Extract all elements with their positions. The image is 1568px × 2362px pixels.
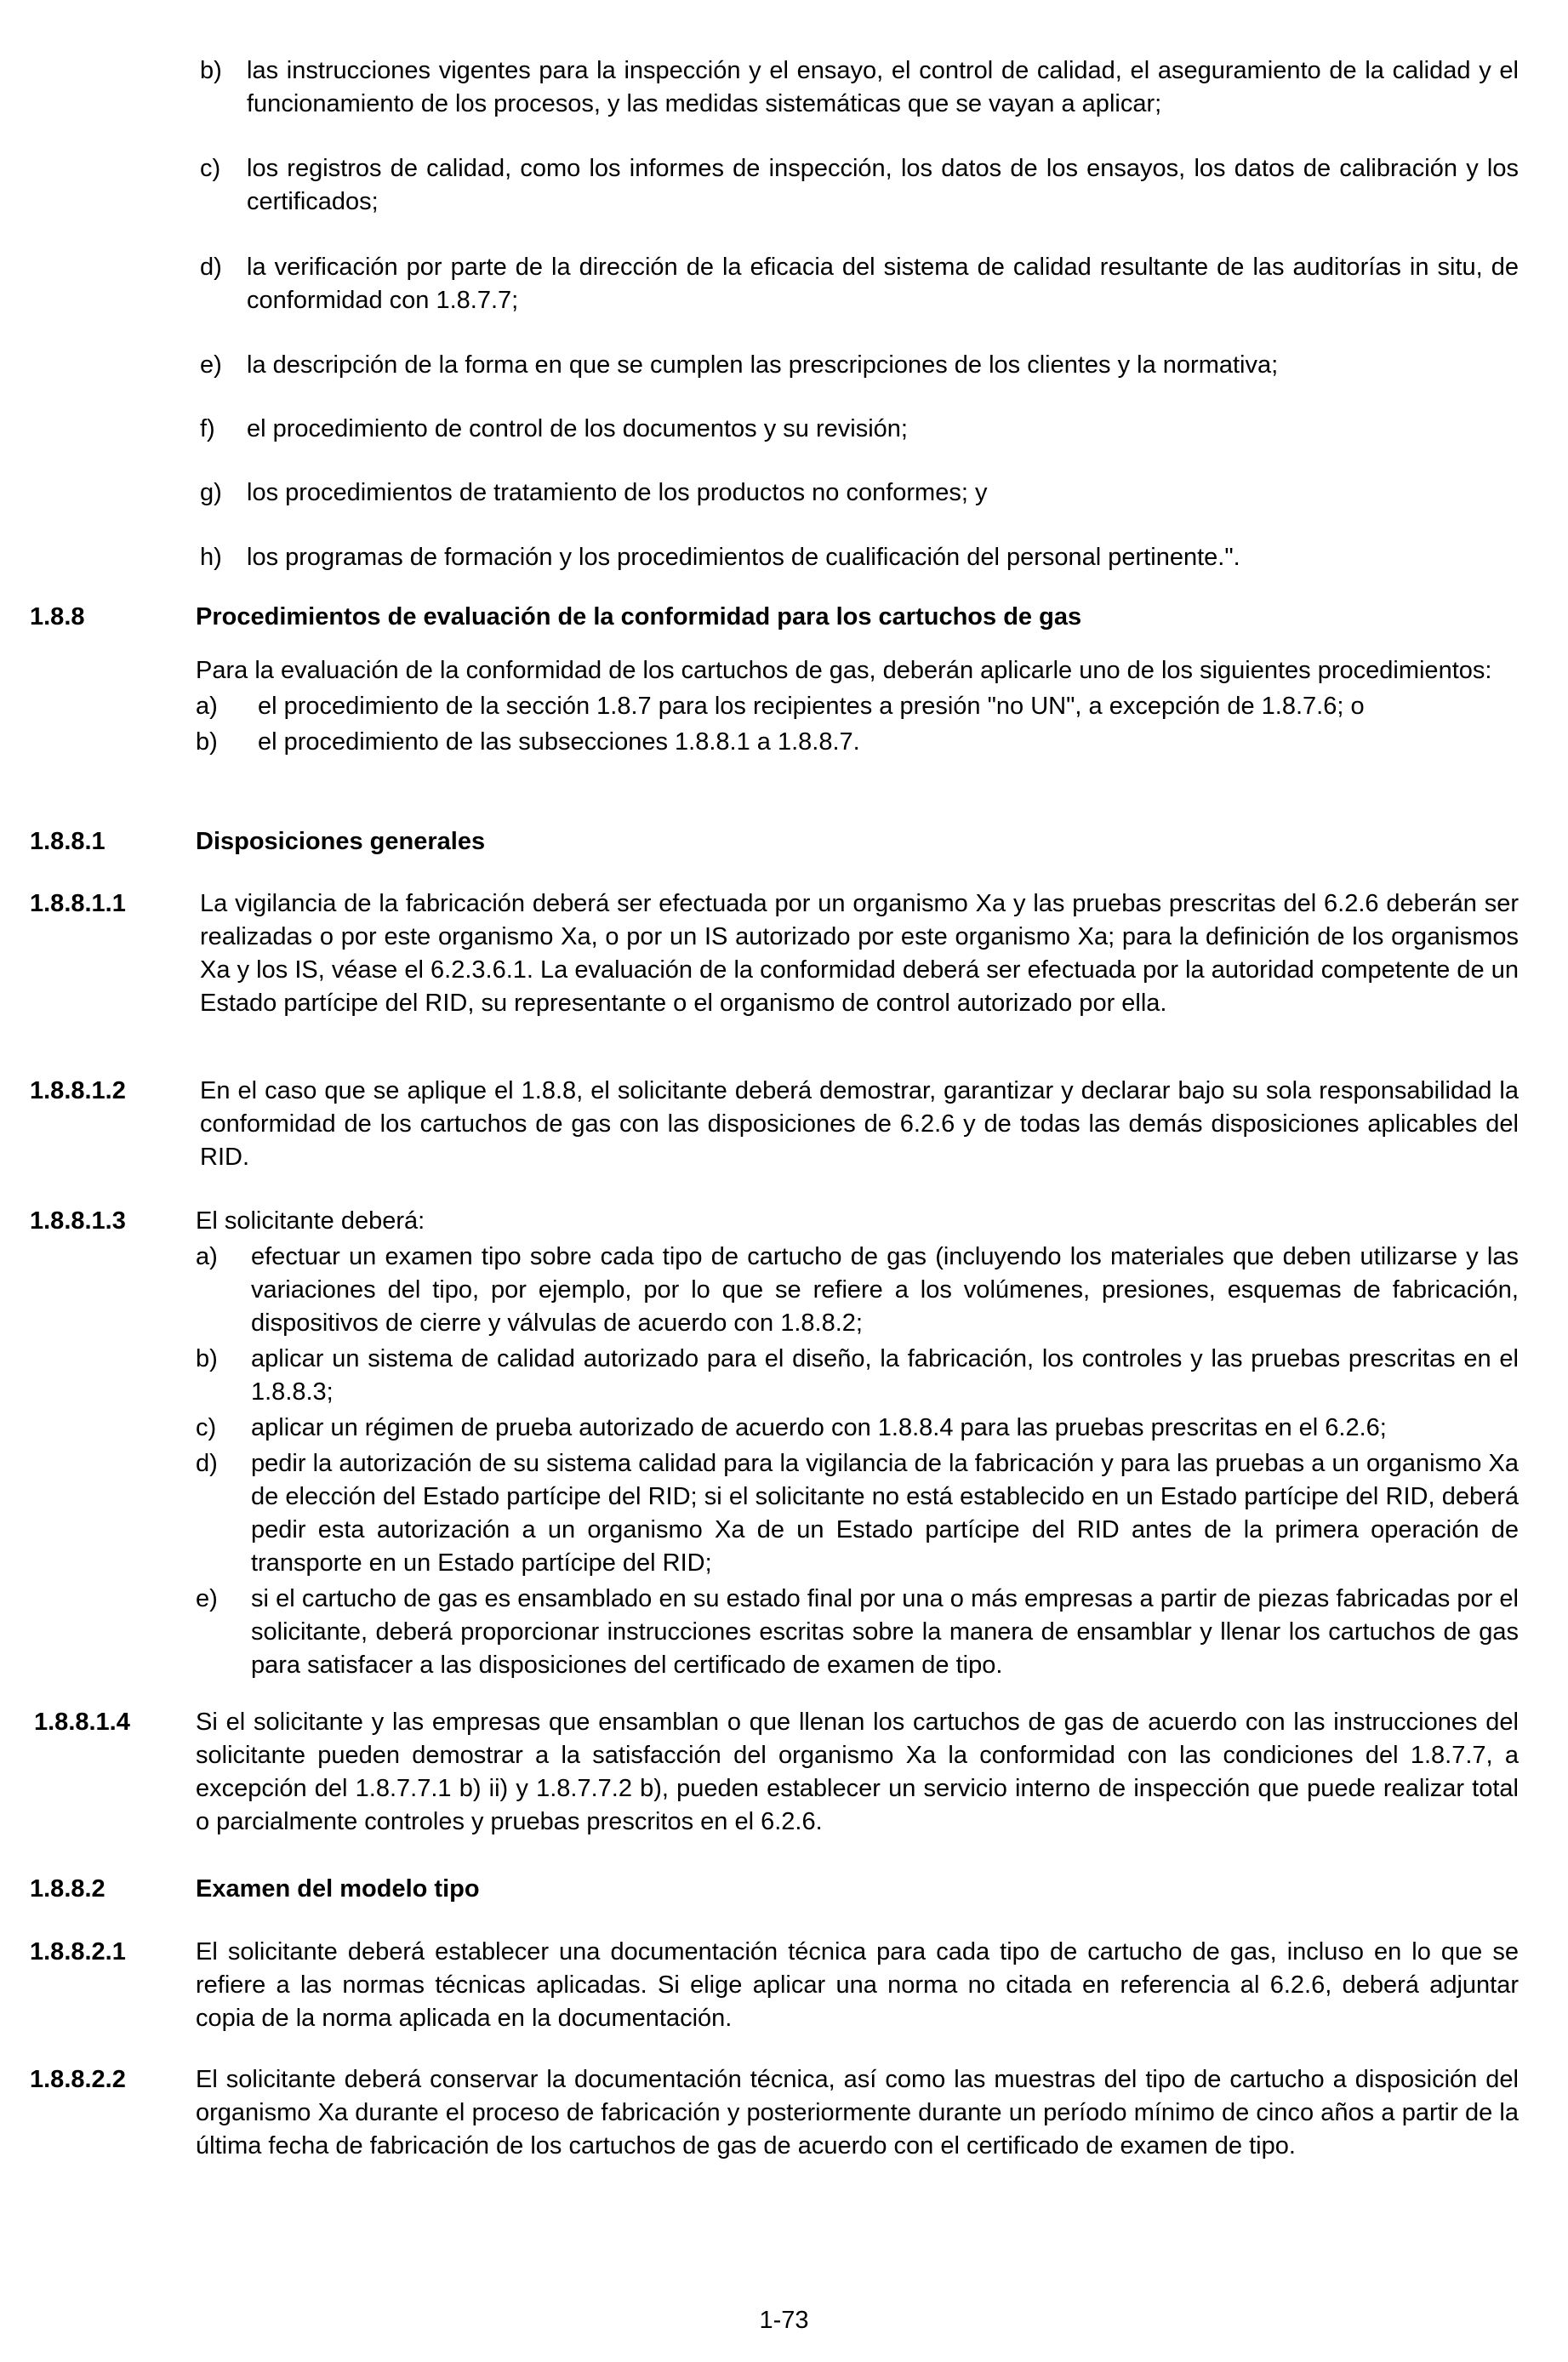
list-label: e) — [196, 1585, 218, 1612]
list-label: c) — [196, 1414, 217, 1441]
section-1-8-8-1-2 — [30, 1075, 1519, 1174]
list-item — [200, 251, 1519, 317]
section-intro: Para la evaluación de la conformidad de los cartuchos de gas, deberán aplicarle uno de los siguientes procedimientos: — [196, 657, 1492, 684]
list-item — [200, 476, 1519, 510]
section-title: Examen del modelo tipo — [196, 1875, 480, 1903]
section-number: 1.8.8.1.4 — [34, 1709, 130, 1736]
section-number: 1.8.8.2.1 — [30, 1938, 126, 1965]
list-item — [196, 1447, 1519, 1580]
list-text: la verificación por parte de la dirección de la eficacia del sistema de calidad resultante de las auditorías in situ, de conformidad con 1.8.7.7; — [247, 254, 1519, 314]
list-text: si el cartucho de gas es ensamblado en su estado final por una o más empresas a partir de piezas fabricadas por el solicitante, deberá proporcionar instrucciones escritas sobre la manera de ensamblar y llenar los cartuchos de gas para satisfacer a las disposiciones del certificado de examen de tipo. — [251, 1585, 1519, 1679]
section-text: El solicitante deberá establecer una documentación técnica para cada tipo de cartucho de gas, incluso en lo que se refiere a las normas técnicas aplicadas. Si elige aplicar una norma no citada en referencia al 6.2.6, deberá adjuntar copia de la norma aplicada en la documentación. — [196, 1938, 1519, 2032]
list-label: a) — [196, 1243, 218, 1270]
list-item — [200, 413, 1519, 446]
list-item — [196, 1343, 1519, 1409]
section-number: 1.8.8.1 — [30, 828, 105, 855]
section-1-8-8-1-1 — [30, 887, 1519, 1020]
section-intro: El solicitante deberá: — [196, 1207, 425, 1235]
list-label: f) — [200, 415, 215, 442]
list-label: a) — [196, 693, 218, 720]
list-text: el procedimiento de control de los documentos y su revisión; — [247, 415, 908, 442]
list-label: b) — [200, 57, 222, 84]
section-1-8-8-1 — [30, 825, 1519, 859]
list-text: los registros de calidad, como los informes de inspección, los datos de los ensayos, los datos de calibración y los certificados; — [247, 155, 1519, 215]
section-number: 1.8.8.2 — [30, 1875, 105, 1903]
list-item — [200, 349, 1519, 382]
list-label: h) — [200, 544, 222, 571]
section-text: Si el solicitante y las empresas que ensamblan o que llenan los cartuchos de gas de acuerdo con las instrucciones del solicitante pueden demostrar a la satisfacción del organismo Xa la conformidad con las condiciones del 1.8.7.7, a excepción del 1.8.7.7.1 b) ii) y 1.8.7.7.2 b), pueden establecer un servicio interno de inspección que puede realizar total o parcialmente controles y pruebas prescritos en el 6.2.6. — [196, 1709, 1519, 1835]
list-text: aplicar un sistema de calidad autorizado para el diseño, la fabricación, los controles y las pruebas prescritas en el 1.8.8.3; — [251, 1345, 1519, 1406]
list-text: pedir la autorización de su sistema calidad para la vigilancia de la fabricación y para las pruebas a un organismo Xa de elección del Estado partícipe del RID; si el solicitante no está establecido en un Estado partícipe del RID, deberá pedir esta autorización a un organismo Xa de un Estado partícipe del RID antes de la primera operación de transporte en un Estado partícipe del RID; — [251, 1450, 1519, 1577]
list-item — [196, 690, 1519, 723]
list-text: los procedimientos de tratamiento de los productos no conformes; y — [247, 479, 988, 506]
list-label: e) — [200, 351, 222, 379]
list-item — [200, 54, 1519, 121]
list-item — [200, 152, 1519, 219]
list-item — [196, 726, 1519, 759]
list-item — [196, 1241, 1519, 1340]
list-text: los programas de formación y los procedimientos de cualificación del personal pertinente.". — [247, 544, 1240, 571]
section-1-8-8-1-4 — [30, 1706, 1519, 1839]
list-label: g) — [200, 479, 222, 506]
section-text: La vigilancia de la fabricación deberá ser efectuada por un organismo Xa y las pruebas prescritas del 6.2.6 deberán ser realizadas o por este organismo Xa, o por un IS autorizado por este organismo Xa; para la definición de los organismos Xa y los IS, véase el 6.2.3.6.1. La evaluación de la conformidad deberá ser efectuada por la autoridad competente de un Estado partícipe del RID, su representante o el organismo de control autorizado por ella. — [200, 890, 1519, 1017]
list-text: aplicar un régimen de prueba autorizado de acuerdo con 1.8.8.4 para las pruebas prescritas en el 6.2.6; — [251, 1414, 1387, 1441]
section-number: 1.8.8.1.2 — [30, 1077, 126, 1104]
section-number: 1.8.8.2.2 — [30, 2066, 126, 2093]
list-item — [196, 1412, 1519, 1445]
list-text: efectuar un examen tipo sobre cada tipo de cartucho de gas (incluyendo los materiales que deben utilizarse y las variaciones del tipo, por ejemplo, por lo que se refiere a los volúmenes, presiones, esquemas de fabricación, dispositivos de cierre y válvulas de acuerdo con 1.8.8.2; — [251, 1243, 1519, 1337]
list-item — [196, 1583, 1519, 1682]
section-1-8-8-2 — [30, 1873, 1519, 1906]
section-items — [196, 690, 1519, 759]
list-text: el procedimiento de las subsecciones 1.8.8.1 a 1.8.8.7. — [258, 728, 860, 756]
list-text: las instrucciones vigentes para la inspección y el ensayo, el control de calidad, el aseguramiento de la calidad y el funcionamiento de los procesos, y las medidas sistemáticas que se vayan a aplicar; — [247, 57, 1519, 117]
section-1-8-8-2-1 — [30, 1936, 1519, 2035]
section-1-8-8-1-3 — [30, 1205, 1519, 1682]
section-title: Procedimientos de evaluación de la conformidad para los cartuchos de gas — [196, 603, 1082, 630]
section-1-8-8-2-2 — [30, 2063, 1519, 2163]
page-number: 1-73 — [759, 2307, 809, 2334]
list-label: c) — [200, 155, 221, 182]
section-number: 1.8.8 — [30, 603, 85, 630]
list-label: d) — [196, 1450, 218, 1477]
section-title: Disposiciones generales — [196, 828, 486, 855]
section-1-8-8 — [30, 601, 1519, 759]
section-text: En el caso que se aplique el 1.8.8, el solicitante deberá demostrar, garantizar y declarar bajo su sola responsabilidad la conformidad de los cartuchos de gas con las disposiciones de 6.2.6 y de todas las demás disposiciones aplicables del RID. — [200, 1077, 1519, 1171]
list-label: d) — [200, 254, 222, 281]
section-text: El solicitante deberá conservar la documentación técnica, así como las muestras del tipo de cartucho a disposición del organismo Xa durante el proceso de fabricación y posteriormente durante un período mínimo de cinco años a partir de la última fecha de fabricación de los cartuchos de gas de acuerdo con el certificado de examen de tipo. — [196, 2066, 1519, 2159]
list-text: la descripción de la forma en que se cumplen las prescripciones de los clientes y la normativa; — [247, 351, 1279, 379]
section-number: 1.8.8.1.1 — [30, 890, 126, 917]
list-text: el procedimiento de la sección 1.8.7 para los recipientes a presión "no UN", a excepción de 1.8.7.6; o — [258, 693, 1365, 720]
section-items — [196, 1241, 1519, 1682]
section-number: 1.8.8.1.3 — [30, 1207, 126, 1235]
list-label: b) — [196, 1345, 218, 1372]
list-label: b) — [196, 728, 218, 756]
list-item — [200, 541, 1519, 574]
